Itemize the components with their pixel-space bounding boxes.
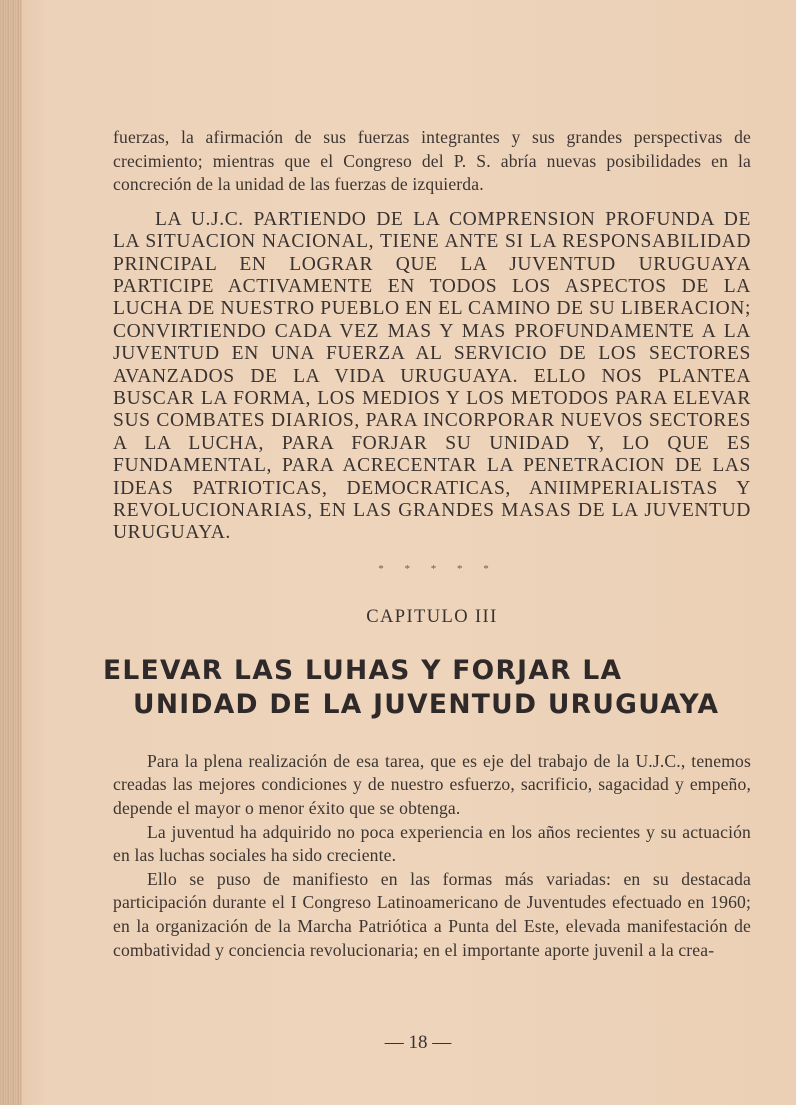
chapter-title bbox=[103, 654, 751, 722]
intro-paragraph: fuerzas, la afirmación de sus fuerzas integrantes y sus grandes perspectivas de crecimiento; mientras que el Congreso del P. S. abría nuevas posibilidades en la concreción de la unidad de las fuerzas de izquierda. bbox=[113, 127, 751, 195]
chapter-label: CAPITULO III bbox=[366, 606, 498, 627]
section-separator: * * * * * bbox=[378, 562, 498, 575]
body-paragraph-3: Ello se puso de manifiesto en las formas más variadas: en su destacada participación durante el I Congreso Latinoamericano de Juventudes efectuado en 1960; en la organización de la Marcha Patriótica a Punta del Este, elevada manifestación de combatividad y conciencia revolucionaria; en el importante aporte juvenil a la crea- bbox=[113, 868, 751, 960]
body-paragraph-2: La juventud ha adquirido no poca experiencia en los años recientes y su actuación en las luchas sociales ha sido creciente. bbox=[113, 821, 751, 866]
page-stack-edge bbox=[0, 0, 22, 1105]
uppercase-statement-paragraph: LA U.J.C. PARTIENDO DE LA COMPRENSION PROFUNDA DE LA SITUACION NACIONAL, TIENE ANTE SI LA RESPONSABILIDAD PRINCIPAL EN LOGRAR QUE LA JUVENTUD URUGUAYA PARTICIPE ACTIVAMENTE EN TODOS LOS ASPECTOS DE LA LUCHA DE NUESTRO PUEBLO EN EL CAMINO DE SU LIBERACION; CONVIRTIENDO CADA VEZ MAS Y MAS PROFUNDAMENTE A LA JUVENTUD EN UNA FUERZA AL SERVICIO DE LOS SECTORES AVANZADOS DE LA VIDA URUGUAYA. ELLO NOS PLANTEA BUSCAR LA FORMA, LOS MEDIOS Y LOS METODOS PARA ELEVAR SUS COMBATES DIARIOS, PARA INCORPORAR NUEVOS SECTORES A LA LUCHA, PARA FORJAR SU UNIDAD Y, LO QUE ES FUNDAMENTAL, PARA ACRECENTAR LA PENETRACION DE LAS IDEAS PATRIOTICAS, DEMOCRATICAS, ANIIMPERIALISTAS Y REVOLUCIONARIAS, EN LAS GRANDES MASAS DE LA JUVENTUD URUGUAYA. bbox=[113, 208, 751, 544]
chapter-title-line-1: ELEVAR LAS LUHAS Y FORJAR LA bbox=[103, 654, 623, 686]
chapter-title-line-2: UNIDAD DE LA JUVENTUD URUGUAYA bbox=[133, 688, 720, 720]
body-paragraph-1: Para la plena realización de esa tarea, que es eje del trabajo de la U.J.C., tenemos creadas las mejores condiciones y de nuestro esfuerzo, sacrificio, sagacidad y empeño, depende el mayor o menor éxito que se obtenga. bbox=[113, 750, 751, 819]
page-content bbox=[103, 126, 751, 962]
chapter-body bbox=[113, 750, 751, 962]
page-number: — 18 — bbox=[384, 1032, 452, 1053]
